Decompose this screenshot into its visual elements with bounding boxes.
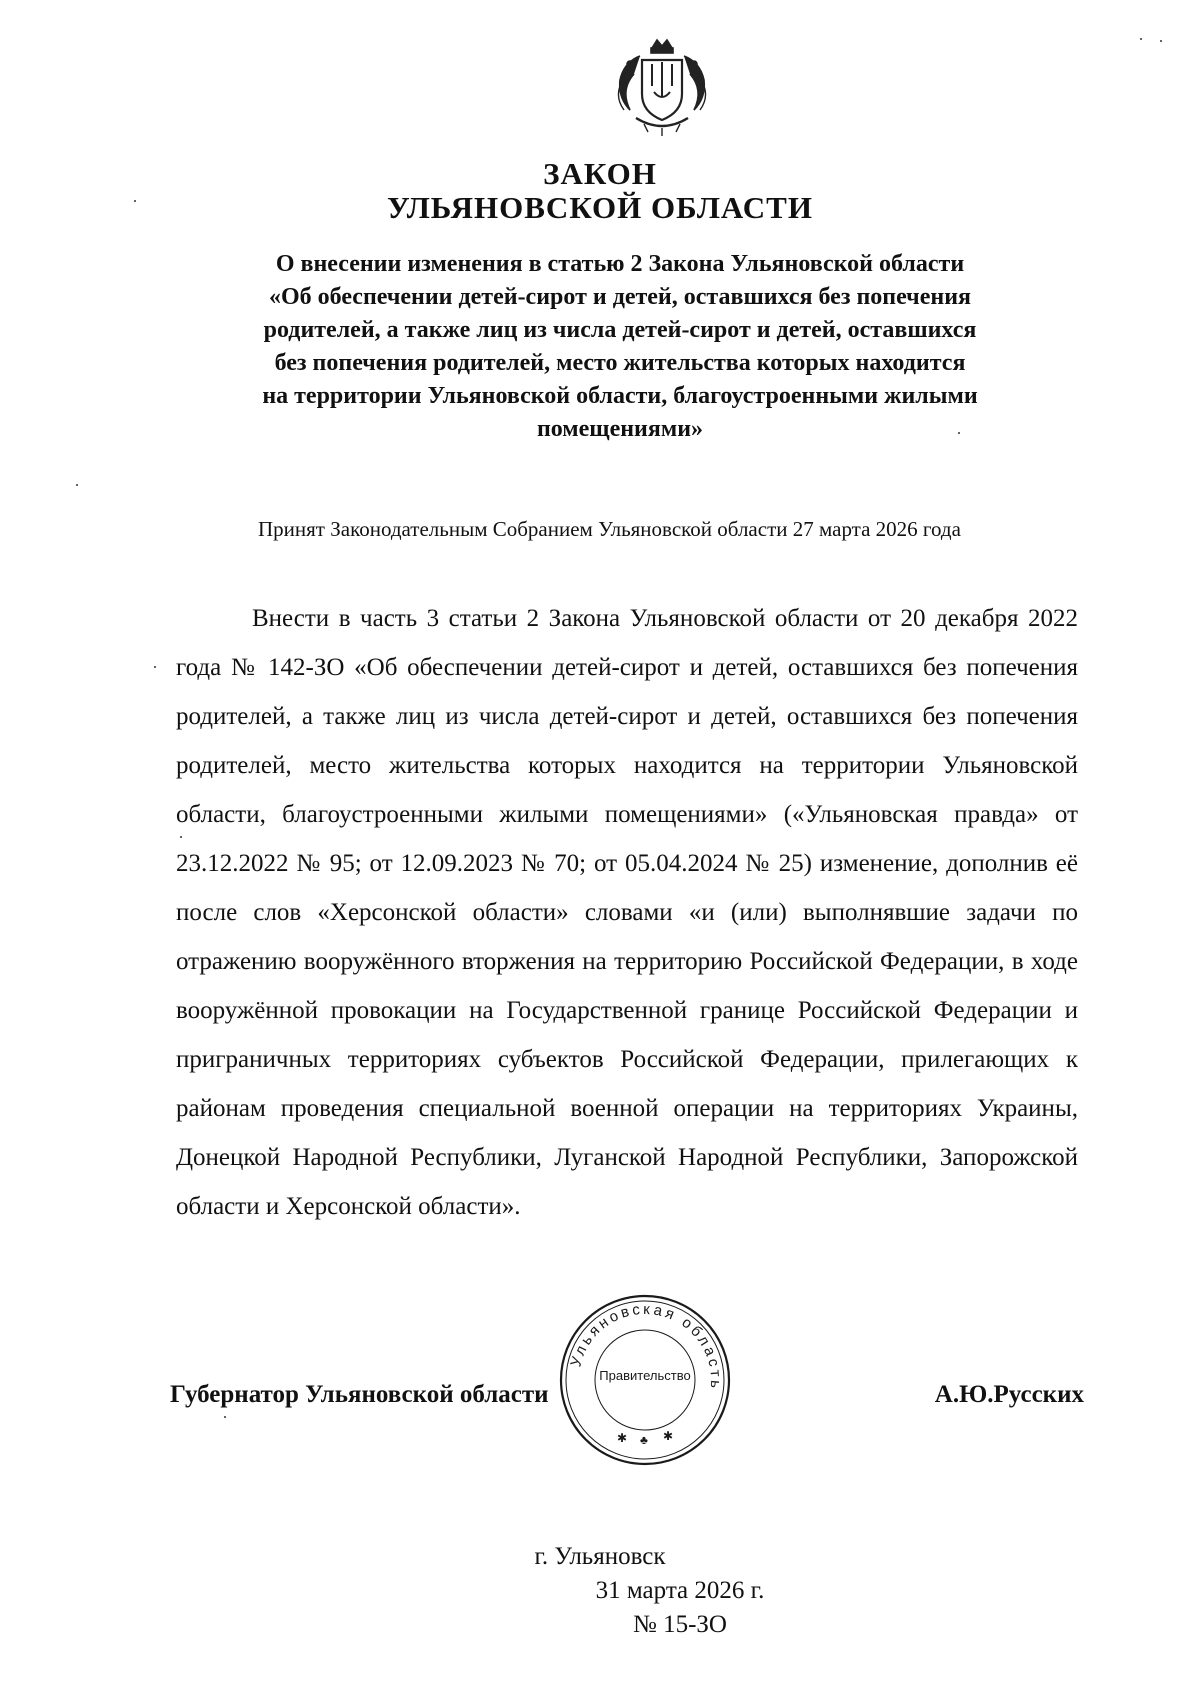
law-subject (190, 248, 1050, 446)
scan-speck (76, 484, 78, 486)
svg-text:✱: ✱ (617, 1431, 628, 1445)
subject-line: О внесении изменения в статью 2 Закона Ульяновской области (275, 251, 965, 277)
stamp-ring-text: Ульяновская область (567, 1300, 725, 1392)
coat-of-arms-icon (608, 34, 716, 142)
law-title: ЗАКОН (543, 156, 657, 191)
scan-speck (224, 1416, 226, 1418)
scan-speck (134, 200, 136, 202)
scan-speck (154, 666, 156, 668)
svg-text:♣: ♣ (640, 1433, 648, 1447)
adoption-note: Принят Законодательным Собранием Ульяновской области 27 марта 2026 года (258, 517, 961, 541)
subject-line: без попечения родителей, место жительства которых находится (274, 350, 966, 376)
subject-line: «Об обеспечении детей-сирот и детей, оставшихся без попечения (269, 284, 971, 310)
subject-line: на территории Ульяновской области, благоустроенными жилыми (262, 383, 978, 409)
subject-line: родителей, а также лиц из числа детей-сирот и детей, оставшихся (263, 317, 977, 343)
scan-speck (1160, 40, 1162, 42)
signatory-title: Губернатор Ульяновской области (170, 1381, 549, 1408)
signing-date: 31 марта 2026 г. (595, 1577, 765, 1604)
signatory-name: А.Ю.Русских (934, 1381, 1084, 1408)
place-city: г. Ульяновск (534, 1543, 666, 1570)
law-region-title: УЛЬЯНОВСКОЙ ОБЛАСТИ (387, 190, 813, 225)
official-stamp (555, 1290, 735, 1470)
scan-speck (180, 836, 182, 838)
law-number: № 15-ЗО (632, 1611, 727, 1638)
svg-text:✱: ✱ (663, 1429, 674, 1443)
body-paragraph: Внести в часть 3 статьи 2 Закона Ульяновской области от 20 декабря 2022 года № 142-ЗО «Об обеспечении детей-сирот и детей, оставшихся без попечения родителей, а также лиц из числа детей-сирот и детей, оставшихся без попечения родителей, место жительства которых находится на территории Ульяновской области, благоустроенными жилыми помещениями» («Ульяновская правда» от 23.12.2022 № 95; от 12.09.2023 № 70; от 05.04.2024 № 25) изменение, дополнив её после слов «Херсонской области» словами «и (или) выполнявшие задачи по отражению вооружённого вторжения на территорию Российской Федерации, в ходе вооружённой провокации на Государственной границе Российской Федерации и приграничных территориях субъектов Российской Федерации, прилегающих к районам проведения специальной военной операции на территориях Украины, Донецкой Народной Республики, Луганской Народной Республики, Запорожской области и Херсонской области». (176, 605, 1078, 1220)
scan-speck (1140, 38, 1142, 40)
stamp-center-text: Правительство (599, 1368, 691, 1383)
scan-speck (958, 432, 960, 434)
subject-line: помещениями» (536, 416, 704, 442)
law-body (176, 594, 1078, 1231)
